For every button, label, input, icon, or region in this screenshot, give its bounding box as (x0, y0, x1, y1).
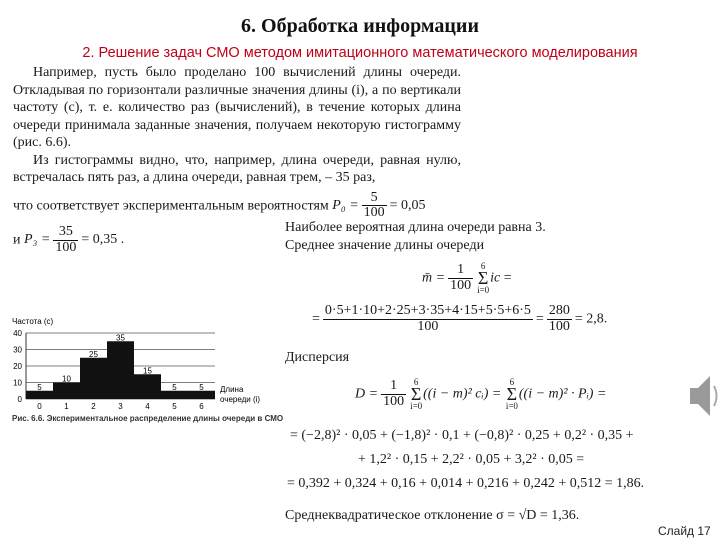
var-den: 100 (383, 393, 405, 409)
histogram-bar (26, 391, 53, 399)
p0-den: 100 (363, 205, 385, 221)
y-tick-label: 20 (13, 362, 22, 371)
p3-lhs: P₃ = (24, 232, 51, 248)
mean-label: Среднее значение длины очереди (285, 238, 485, 253)
histogram-bar (161, 391, 188, 399)
sum-bottom: i=0 (477, 285, 490, 296)
sum-symbol: 6 Σ i=0 (477, 261, 490, 296)
slide-number: Слайд 17 (658, 524, 711, 538)
mean-den2: 100 (417, 318, 439, 334)
mean-num3: 280 (548, 303, 570, 318)
var-lhs: D = (355, 386, 379, 402)
var-term2: ((i − m)² · Pᵢ) = (518, 386, 607, 402)
p0-line (13, 191, 461, 221)
variance-line3: + 1,2² · 0,15 + 2,2² · 0,05 + 3,2² · 0,05 = (358, 452, 585, 467)
mean-lhs: m̄ = (422, 270, 446, 286)
bar-value-label: 35 (116, 333, 125, 343)
sum-top: 6 (509, 377, 515, 387)
histogram-bar (53, 383, 80, 400)
variance-formula (355, 378, 606, 410)
sum-top: 6 (413, 377, 419, 387)
most-likely-text: Наиболее вероятная длина очереди равна 3. (285, 220, 546, 235)
x-tick-label: 3 (118, 402, 123, 411)
bar-value-label: 25 (89, 349, 98, 359)
x-tick-label: 2 (91, 402, 96, 411)
histogram-bar (80, 358, 107, 399)
slide-subtitle: 2. Решение задач СМО методом имитационного математического моделирования (82, 45, 638, 61)
p3-rhs: = 0,35 . (81, 232, 125, 248)
std-formula: σ = √D = 1,36. (496, 508, 580, 523)
bar-value-label: 5 (172, 382, 177, 392)
x-tick-label: 4 (145, 402, 150, 411)
bar-value-label: 5 (199, 382, 204, 392)
sum-bottom: i=0 (410, 401, 423, 412)
mean-den1: 100 (450, 277, 472, 293)
mean-den3: 100 (548, 318, 570, 334)
mean-formula (422, 262, 512, 294)
histogram-bar (188, 391, 215, 399)
mean-eq2: = (312, 311, 320, 327)
histogram-chart (0, 312, 280, 412)
x-tick-label: 0 (37, 402, 42, 411)
y-tick-label: 0 (17, 395, 22, 404)
mean-term: ic (490, 270, 501, 286)
p3-num: 35 (53, 225, 78, 241)
paragraph-histogram: Из гистограммы видно, что, например, длина очереди, равная нулю, встречалась пять раз, а длина очереди, равная трем, – 35 раз, (13, 152, 461, 185)
slide-title: 6. Обработка информации (241, 15, 479, 37)
var-num: 1 (381, 379, 406, 395)
bar-value-label: 10 (62, 374, 71, 384)
chart-xlabel-line1: Длина (220, 385, 244, 394)
p0-lead: что соответствует экспериментальным вероятностям (13, 197, 329, 213)
x-tick-label: 6 (199, 402, 204, 411)
var-term1: ((i − m)² cᵢ) = (423, 386, 502, 402)
p0-lhs: P₀ = (332, 197, 359, 213)
speaker-icon[interactable] (688, 372, 720, 420)
mean-eq3: = (535, 311, 544, 327)
chart-ylabel: Частота (c) (12, 317, 54, 326)
y-tick-label: 30 (13, 345, 22, 355)
mean-num2: 0·5+1·10+2·25+3·35+4·15+5·5+6·5 (324, 303, 531, 318)
variance-line4: = 0,392 + 0,324 + 0,16 + 0,014 + 0,216 + 0,242 + 0,512 = 1,86. (287, 476, 645, 491)
std-line (285, 508, 579, 524)
p0-num: 5 (362, 191, 387, 207)
x-tick-label: 1 (64, 402, 69, 411)
p0-rhs: = 0,05 (389, 197, 426, 213)
figure-caption: Рис. 6.6. Экспериментальное распределение длины очереди в СМО (12, 414, 284, 423)
y-tick-label: 40 (13, 329, 22, 338)
variance-label: Дисперсия (285, 350, 350, 365)
mean-result: = 2,8. (574, 311, 608, 327)
chart-xlabel: очереди (i) (220, 395, 261, 404)
p3-den: 100 (55, 239, 77, 255)
histogram-bar (134, 374, 161, 399)
bar-value-label: 15 (143, 366, 152, 376)
y-tick-label: 10 (13, 378, 22, 388)
histogram-bar (107, 341, 134, 399)
bar-value-label: 5 (37, 382, 42, 392)
sum-bottom: i=0 (505, 401, 518, 412)
sum-symbol: 6 Σ i=0 (410, 377, 423, 412)
std-label: Среднеквадратическое отклонение (285, 508, 493, 523)
variance-line2: = (−2,8)² · 0,05 + (−1,8)² · 0,1 + (−0,8)² · 0,25 + 0,2² · 0,35 + (290, 428, 634, 443)
paragraph-intro: Например, пусть было проделано 100 вычислений длины очереди. Откладывая по горизонтали различные значения длины (i), а по вертикали частоту (c), т. е. количество раз (вычислений), в течение которых длина очереди принимала заданные значения, получаем некоторую гистограмму (рис. 6.6). (13, 65, 461, 150)
mean-eq: = (503, 270, 512, 286)
sum-symbol: 6 Σ i=0 (505, 377, 518, 412)
mean-num1: 1 (448, 263, 473, 279)
mean-expansion (312, 304, 607, 334)
sum-top: 6 (480, 261, 486, 271)
p3-lead: и (13, 232, 21, 248)
x-tick-label: 5 (172, 402, 177, 411)
